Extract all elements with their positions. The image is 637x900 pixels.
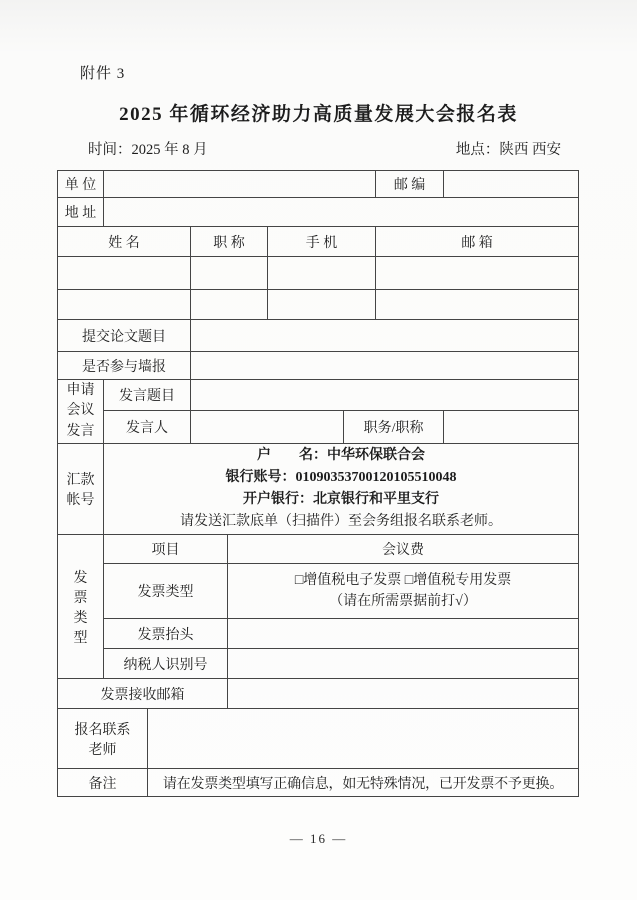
- speech-group-label: [58, 380, 104, 444]
- table-row: [58, 171, 579, 198]
- invoice-type-row: [58, 564, 579, 619]
- address-label: 地 址: [58, 198, 104, 227]
- attendee-title-cell: [191, 257, 268, 290]
- paper-title-label: 提交论文题目: [58, 320, 191, 352]
- invoice-email-label: 发票接收邮箱: [58, 679, 228, 709]
- invoice-type-checkboxes: □增值税电子发票 □增值税专用发票: [294, 572, 512, 588]
- column-header-mobile: 手 机: [268, 227, 376, 257]
- meta-row: [88, 138, 561, 159]
- contact-teacher-value-cell: [148, 709, 579, 769]
- contact-label-line: 老师: [88, 742, 117, 758]
- tax-id-row: [58, 649, 579, 679]
- page-number: — 16 —: [289, 831, 348, 847]
- invoice-type-options-cell: [228, 564, 579, 619]
- contact-teacher-row: [58, 709, 579, 769]
- column-header-title: 职 称: [191, 227, 268, 257]
- invoice-item-row: [58, 535, 579, 564]
- tax-id-label: 纳税人识别号: [104, 649, 228, 679]
- attendee-email-cell: [376, 290, 579, 320]
- remittance-group-line: 汇款: [66, 473, 95, 489]
- table-row: [58, 320, 579, 352]
- unit-value-cell: [104, 171, 376, 198]
- speaker-value-cell: [191, 410, 344, 443]
- remittance-note: 请发送汇款底单（扫描件）至会务组报名联系老师。: [180, 514, 503, 530]
- remark-label: 备注: [58, 769, 148, 797]
- position-label: 职务/职称: [344, 410, 444, 443]
- attachment-label: 附件 3: [80, 66, 126, 82]
- invoice-item-label: 项目: [104, 535, 228, 564]
- attendee-name-cell: [58, 257, 191, 290]
- invoice-title-label: 发票抬头: [104, 619, 228, 649]
- attendee-title-cell: [191, 290, 268, 320]
- attendee-name-cell: [58, 290, 191, 320]
- remittance-account-number: 银行账号：01090353700120105510048: [225, 470, 457, 485]
- invoice-group-char: 型: [73, 630, 88, 646]
- speaker-row: [58, 410, 579, 443]
- table-row: [58, 198, 579, 227]
- speech-group-line: 发言: [66, 423, 95, 439]
- meta-time: 时间：2025 年 8 月: [88, 142, 208, 158]
- remittance-details: [104, 443, 579, 534]
- position-value-cell: [444, 410, 579, 443]
- contact-label-line: 报名联系: [74, 722, 131, 738]
- address-value-cell: [104, 198, 579, 227]
- invoice-type-note: （请在所需票据前打√）: [329, 594, 477, 610]
- speech-group-line: 会议: [66, 403, 95, 419]
- speech-topic-row: [58, 380, 579, 411]
- invoice-group-char: 发: [73, 570, 88, 586]
- remittance-group-label: [58, 443, 104, 534]
- paper-title-value-cell: [191, 320, 579, 352]
- postcode-value-cell: [444, 171, 579, 198]
- column-header-name: 姓 名: [58, 227, 191, 257]
- attendee-mobile-cell: [268, 290, 376, 320]
- column-header-email: 邮 箱: [376, 227, 579, 257]
- contact-teacher-label: [58, 709, 148, 769]
- speaker-label: 发言人: [104, 410, 191, 443]
- remittance-row: [58, 443, 579, 534]
- table-row: [58, 352, 579, 380]
- poster-value-cell: [191, 352, 579, 380]
- remark-value: 请在发票类型填写正确信息，如无特殊情况，已开发票不予更换。: [148, 769, 579, 797]
- invoice-email-value-cell: [228, 679, 579, 709]
- remittance-group-line: 帐号: [66, 493, 95, 509]
- attendee-row: [58, 257, 579, 290]
- remittance-bank: 开户银行：北京银行和平里支行: [243, 492, 440, 508]
- speech-topic-label: 发言题目: [104, 380, 191, 411]
- meta-location: 地点：陕西 西安: [455, 142, 561, 158]
- remark-row: [58, 769, 579, 797]
- attendee-email-cell: [376, 257, 579, 290]
- invoice-item-value: 会议费: [228, 535, 579, 564]
- speech-topic-value-cell: [191, 380, 579, 411]
- postcode-label: 邮 编: [376, 171, 444, 198]
- attendee-row: [58, 290, 579, 320]
- speech-group-line: 申请: [66, 383, 95, 398]
- attendee-mobile-cell: [268, 257, 376, 290]
- invoice-email-row: [58, 679, 579, 709]
- unit-label: 单 位: [58, 171, 104, 198]
- poster-label: 是否参与墙报: [58, 352, 191, 380]
- tax-id-value-cell: [228, 649, 579, 679]
- registration-table: [57, 170, 579, 797]
- invoice-title-row: [58, 619, 579, 649]
- attendee-header-row: [58, 227, 579, 257]
- invoice-group-label: [58, 535, 104, 679]
- invoice-group-char: 票: [73, 590, 88, 606]
- invoice-group-char: 类: [73, 610, 88, 626]
- invoice-type-label: 发票类型: [104, 564, 228, 619]
- invoice-title-value-cell: [228, 619, 579, 649]
- remittance-account-name: 户 名：中华环保联合会: [257, 447, 426, 463]
- page-title: 2025 年循环经济助力高质量发展大会报名表: [119, 104, 518, 125]
